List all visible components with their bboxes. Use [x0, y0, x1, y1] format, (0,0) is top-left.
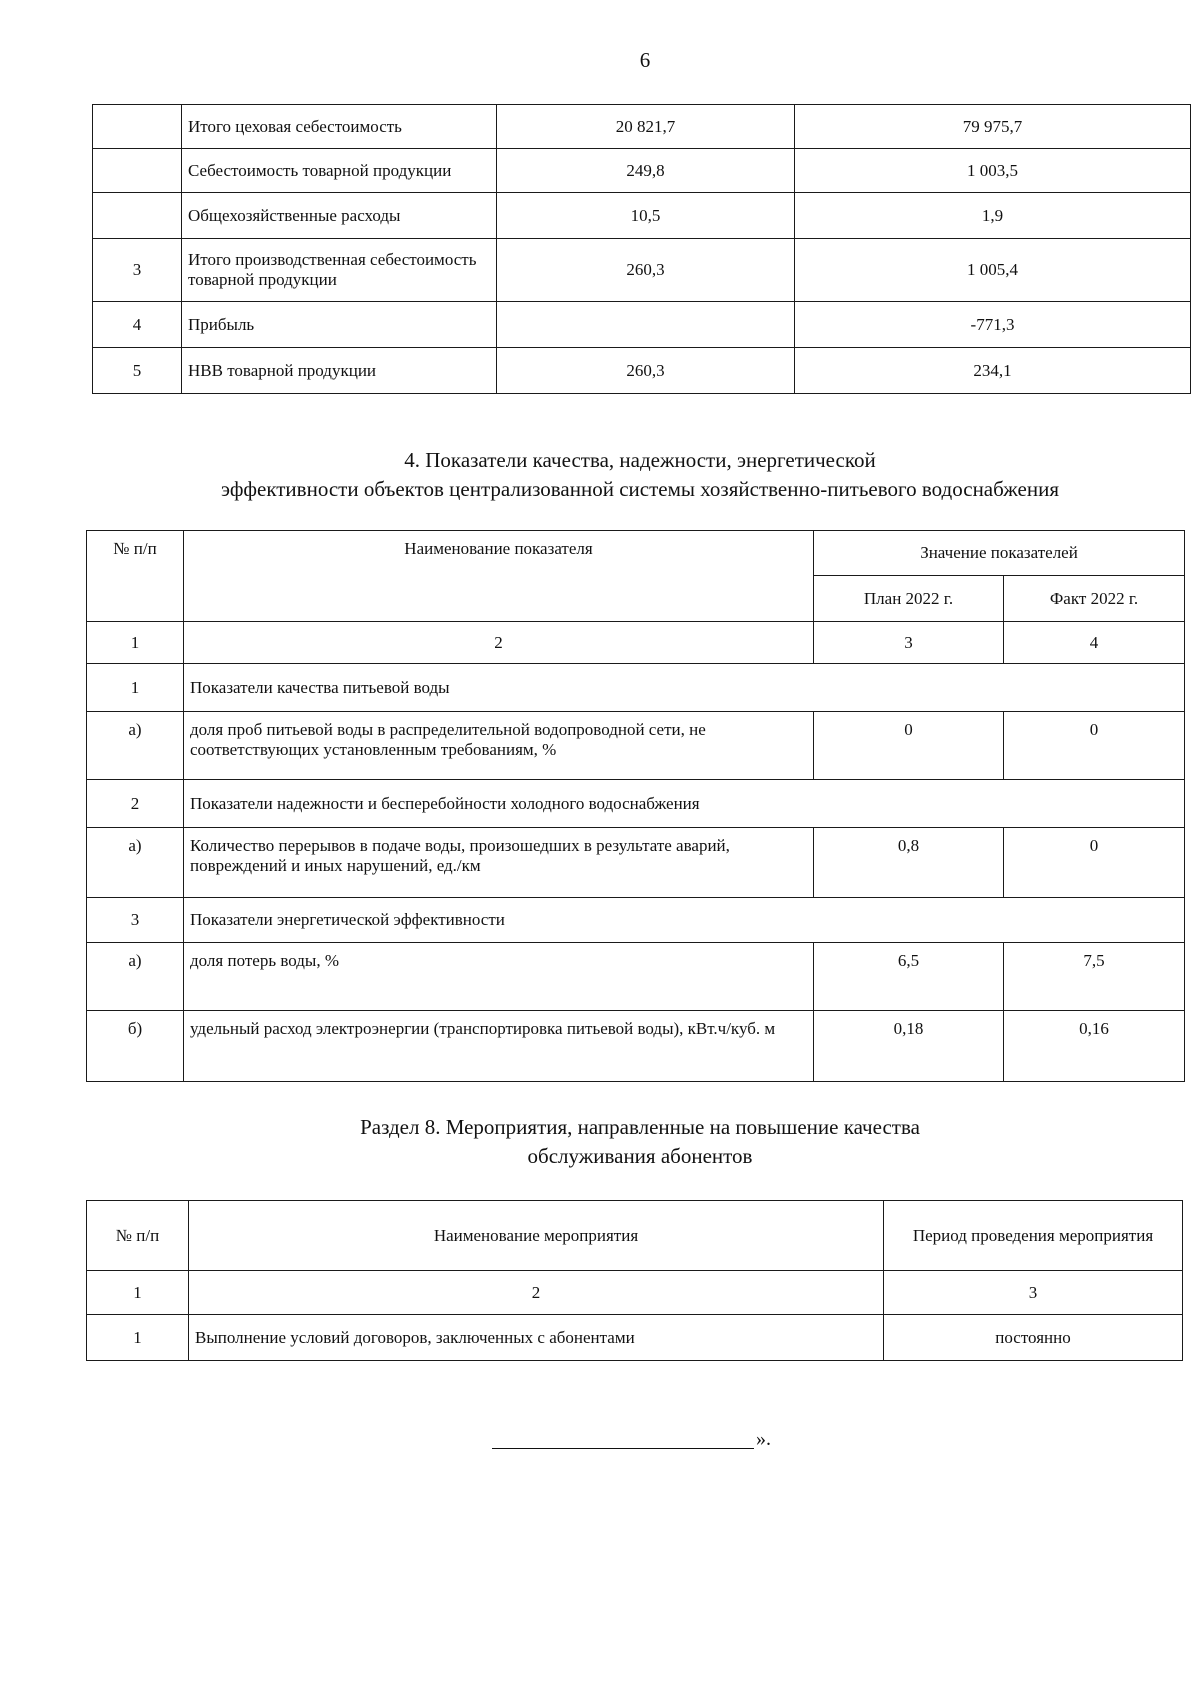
fact-value: 234,1: [795, 348, 1191, 394]
row-number: [93, 193, 182, 239]
group-row: [87, 898, 1185, 943]
column-number: 2: [189, 1271, 884, 1315]
item-number: а): [87, 943, 184, 1011]
fact-value: 1 005,4: [795, 239, 1191, 302]
header-row: [87, 1201, 1183, 1271]
header-period: Период проведения мероприятия: [884, 1201, 1183, 1271]
plan-value: 0: [814, 712, 1004, 780]
item-number: а): [87, 712, 184, 780]
table-row: [87, 712, 1185, 780]
group-number: 3: [87, 898, 184, 943]
fact-value: 0: [1004, 712, 1185, 780]
section-4-title-line2: эффективности объектов централизованной системы хозяйственно-питьевого водоснабжения: [221, 477, 1059, 501]
group-title: Показатели качества питьевой воды: [184, 664, 1185, 712]
fact-value: 79 975,7: [795, 105, 1191, 149]
row-number: [93, 105, 182, 149]
group-row: [87, 664, 1185, 712]
fact-value: 0,16: [1004, 1011, 1185, 1082]
group-number: 1: [87, 664, 184, 712]
table-row: [87, 943, 1185, 1011]
group-title: Показатели энергетической эффективности: [184, 898, 1185, 943]
table-row: [87, 828, 1185, 898]
signature-line: [492, 1448, 754, 1449]
section-4-title-line1: 4. Показатели качества, надежности, энергетической: [404, 448, 876, 472]
header-number: № п/п: [87, 1201, 189, 1271]
item-number: б): [87, 1011, 184, 1082]
plan-value: 20 821,7: [497, 105, 795, 149]
table-row: [93, 302, 1191, 348]
row-number: [93, 149, 182, 193]
row-name: Итого цеховая себестоимость: [182, 105, 497, 149]
header-row: [87, 531, 1185, 576]
plan-value: [497, 302, 795, 348]
section-8-title-line2: обслуживания абонентов: [527, 1144, 753, 1168]
fact-value: 7,5: [1004, 943, 1185, 1011]
table-row: [93, 149, 1191, 193]
item-name: Количество перерывов в подаче воды, произошедших в результате аварий, повреждений и иных нарушений, ед./км: [184, 828, 814, 898]
indicators-table: [86, 530, 1185, 1082]
section-8-heading: [0, 1113, 1200, 1171]
column-number: 3: [884, 1271, 1183, 1315]
row-name: Прибыль: [182, 302, 497, 348]
row-name: НВВ товарной продукции: [182, 348, 497, 394]
fact-value: 1,9: [795, 193, 1191, 239]
row-name: Общехозяйственные расходы: [182, 193, 497, 239]
item-name: доля потерь воды, %: [184, 943, 814, 1011]
column-number-row: [87, 622, 1185, 664]
row-number: 5: [93, 348, 182, 394]
table-row: [87, 1011, 1185, 1082]
header-values: Значение показателей: [814, 531, 1185, 576]
page-number: 6: [639, 48, 651, 72]
header-plan: План 2022 г.: [814, 576, 1004, 622]
plan-value: 10,5: [497, 193, 795, 239]
column-number: 2: [184, 622, 814, 664]
row-period: постоянно: [884, 1315, 1183, 1361]
plan-value: 0,8: [814, 828, 1004, 898]
plan-value: 260,3: [497, 239, 795, 302]
fact-value: -771,3: [795, 302, 1191, 348]
row-number: 3: [93, 239, 182, 302]
plan-value: 6,5: [814, 943, 1004, 1011]
row-name: Итого производственная себестоимость товарной продукции: [182, 239, 497, 302]
cost-table: [92, 104, 1191, 394]
row-number: 4: [93, 302, 182, 348]
table-row: [87, 1315, 1183, 1361]
group-row: [87, 780, 1185, 828]
plan-value: 260,3: [497, 348, 795, 394]
closing-quote-mark: ».: [756, 1428, 771, 1450]
measures-table: [86, 1200, 1183, 1361]
table-row: [93, 348, 1191, 394]
column-number-row: [87, 1271, 1183, 1315]
header-name: Наименование мероприятия: [189, 1201, 884, 1271]
fact-value: 0: [1004, 828, 1185, 898]
table-row: [93, 239, 1191, 302]
row-name: Себестоимость товарной продукции: [182, 149, 497, 193]
row-number: 1: [87, 1315, 189, 1361]
table-row: [93, 193, 1191, 239]
column-number: 4: [1004, 622, 1185, 664]
header-fact: Факт 2022 г.: [1004, 576, 1185, 622]
section-8-title-line1: Раздел 8. Мероприятия, направленные на повышение качества: [360, 1115, 920, 1139]
item-number: а): [87, 828, 184, 898]
group-number: 2: [87, 780, 184, 828]
row-name: Выполнение условий договоров, заключенных с абонентами: [189, 1315, 884, 1361]
fact-value: 1 003,5: [795, 149, 1191, 193]
plan-value: 249,8: [497, 149, 795, 193]
column-number: 1: [87, 622, 184, 664]
column-number: 1: [87, 1271, 189, 1315]
header-number: № п/п: [87, 531, 184, 622]
header-name: Наименование показателя: [184, 531, 814, 622]
item-name: удельный расход электроэнергии (транспортировка питьевой воды), кВт.ч/куб. м: [184, 1011, 814, 1082]
table-row: [93, 105, 1191, 149]
item-name: доля проб питьевой воды в распределительной водопроводной сети, не соответствующих установленным требованиям, %: [184, 712, 814, 780]
column-number: 3: [814, 622, 1004, 664]
section-4-heading: [0, 446, 1200, 504]
plan-value: 0,18: [814, 1011, 1004, 1082]
group-title: Показатели надежности и бесперебойности холодного водоснабжения: [184, 780, 1185, 828]
